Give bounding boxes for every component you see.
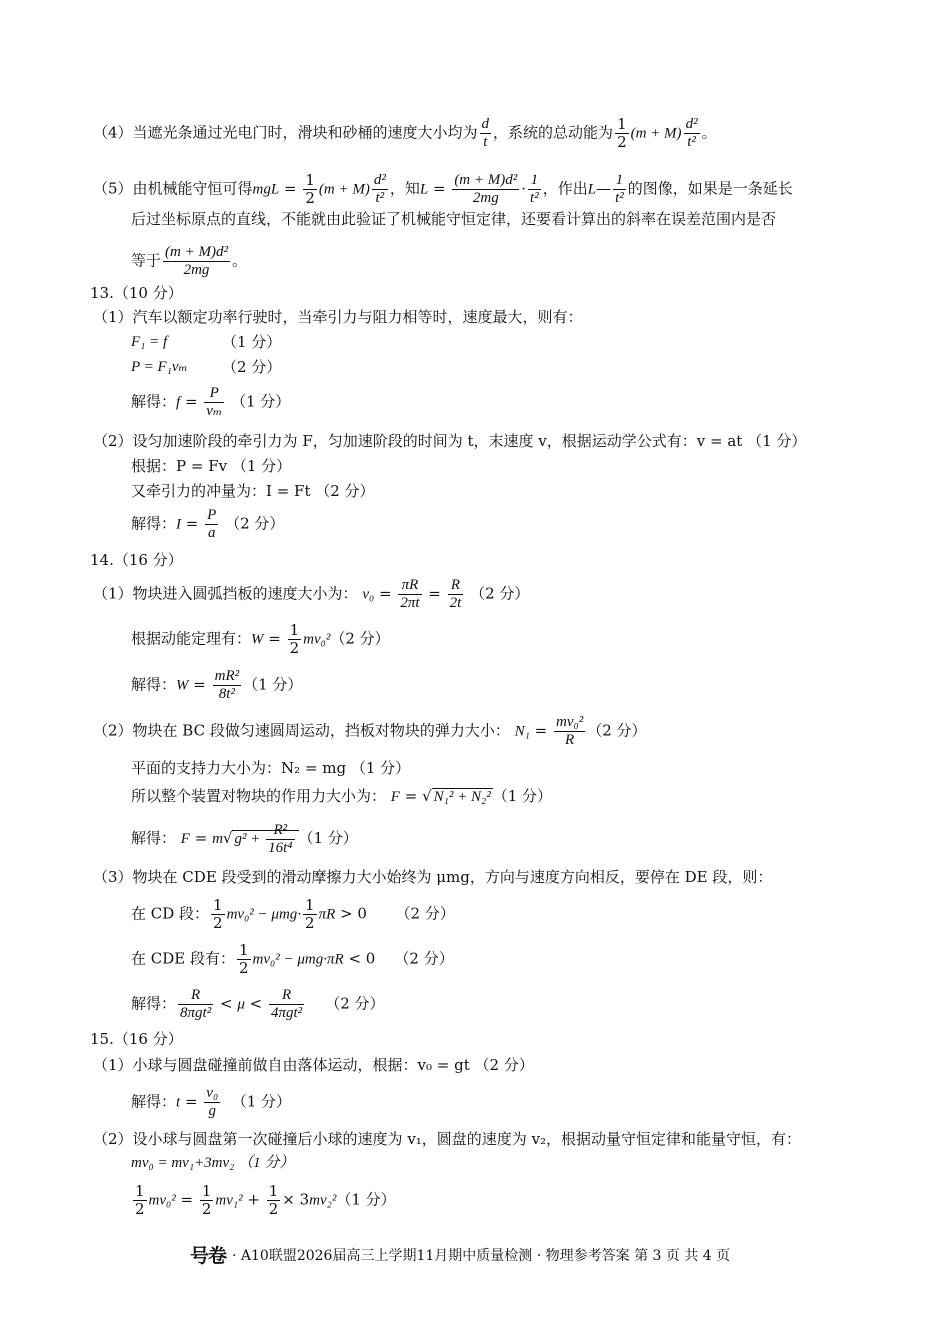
q13-solution1: 解得：f = $\frac{P}{\text{vₘ}}$ （1 分） <box>131 385 291 419</box>
q14-part2: （2）物块在 BC 段做匀速圆周运动，挡板对物块的弹力大小： N₁ = $\frac{\text{mv₀²}}{R}$ （2 分） <box>93 714 647 748</box>
q14-part3: （3）物块在 CDE 段受到的滑动摩擦力大小始终为 μmg，方向与速度方向相反，要停在 DE 段，则： <box>93 868 773 886</box>
q12-part5-line2: 后过坐标原点的直线，不能就由此验证了机械能守恒定律，还要看计算出的斜率在误差范围内是否 <box>131 210 777 228</box>
q13-eq3: 根据：P = Fv （1 分） <box>131 457 292 475</box>
q14-solution3: 解得： R 8πgt² < μ < R 4πgt² （2 分） <box>131 987 385 1021</box>
q13-eq2: P = F₁vₘ <box>131 359 188 375</box>
q14-cd-segment: 在 CD 段： $\frac{1}{2}$ mv₀² − μmg· $\frac{1}{2}$ πR > 0 （2 分） <box>131 896 455 932</box>
q12-part5-line3: 等于 $\frac{\text{(m + M)d²}}{2mg}$ 。 <box>131 244 247 278</box>
q15-energy: $\frac{1}{2}$ mv₀² = $\frac{1}{2}$ mv₁² + $\frac{1}{2}$ × 3mv₂²（1 分） <box>135 1182 396 1218</box>
q13-heading: 13.（10 分） <box>90 284 183 302</box>
brand-logo: 号卷 <box>190 1245 227 1267</box>
q13-eq2-score: （2 分） <box>222 358 282 376</box>
q12-part4: （4）当遮光条通过光电门时，滑块和砂桶的速度大小均为 $\frac{d}{t}$ ，系统的总动能为 $\frac{1}{2}$ (m + M) $\frac{\text{d²}}{\text{t²}}$ 。 <box>93 115 717 151</box>
q15-solution1: 解得：t = $\frac{\text{v₀}}{g}$ （1 分） <box>131 1085 292 1119</box>
q14-solution2: 解得： F = m√ g² + $\frac{\text{R²}}{\text{16t⁴}}$ （1 分） <box>131 822 358 856</box>
fraction-d-over-t: $\frac{d}{t}$ <box>481 116 490 150</box>
footer-text: · A10联盟2026届高三上学期11月期中质量检测 · 物理参考答案 第 3 页 共 4 页 <box>232 1248 731 1264</box>
q15-part2: （2）设小球与圆盘第一次碰撞后小球的速度为 v₁，圆盘的速度为 v₂，根据动量守恒定律和能量守恒，有： <box>93 1130 802 1148</box>
q12-part5: （5）由机械能守恒可得mgL = $\frac{1}{2}$ (m + M) $\frac{\text{d²}}{\text{t²}}$ ，知L = $\frac{\text{(m + M)d²}}{2mg}$ · $\frac{1}{\text{t²}}$ ，作出L— $\frac{1}{\text{t²}}$ 的图像，如果是一条延长 <box>93 171 793 207</box>
q14-normal-force: 平面的支持力大小为：N₂ = mg （1 分） <box>131 759 411 777</box>
q13-eq1-score: （1 分） <box>222 333 282 351</box>
q14-solution1: 解得：W = $\frac{\text{mR²}}{\text{8t²}}$ （1 分） <box>131 668 303 702</box>
q14-heading: 14.（16 分） <box>90 551 183 569</box>
q13-part1: （1）汽车以额定功率行驶时，当牵引力与阻力相等时，速度最大，则有： <box>93 308 583 326</box>
q13-eq1: F₁ = f <box>131 334 168 350</box>
q14-total-force: 所以整个装置对物块的作用力大小为： F = √ N₁² + N₂² （1 分） <box>131 787 553 805</box>
q15-heading: 15.（16 分） <box>90 1030 183 1048</box>
q13-solution2: 解得：I = $\frac{P}{a}$ （2 分） <box>131 507 285 541</box>
q14-cde-segment: 在 CDE 段有： $\frac{1}{2}$ mv₀² − μmg·πR < 0 （2 分） <box>131 941 454 977</box>
page-footer <box>190 1246 730 1266</box>
q15-part1: （1）小球与圆盘碰撞前做自由落体运动，根据：v₀ = gt （2 分） <box>93 1056 534 1074</box>
q15-momentum: mv₀ = mv₁+3mv₂ （1 分） <box>131 1155 295 1171</box>
q13-eq4: 又牵引力的冲量为：I = Ft （2 分） <box>131 482 375 500</box>
q13-part2: （2）设匀加速阶段的牵引力为 F，匀加速阶段的时间为 t，末速度 v，根据运动学公式有：v = at （1 分） <box>93 432 807 450</box>
q14-part1: （1）物块进入圆弧挡板的速度大小为： v₀ = $\frac{\pi R}{2\pi t}$ = $\frac{R}{2t}$ （2 分） <box>93 577 530 611</box>
q14-kinetic-energy: 根据动能定理有：W = $\frac{1}{2}$ mv₀²（2 分） <box>131 621 390 657</box>
